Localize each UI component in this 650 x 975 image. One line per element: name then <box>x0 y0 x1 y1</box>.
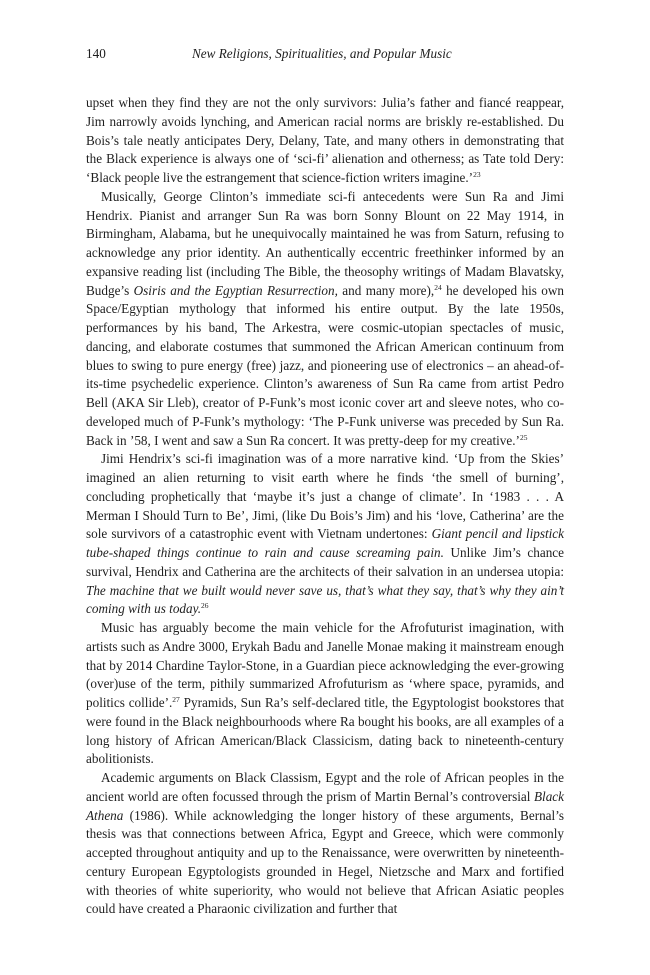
text-run: (1986). While acknowledging the longer history of these arguments, Bernal’s thesis was that connections between Africa, Egypt and Greece, which were commonly accepted throughout antiquity and up to the Renaissance, were overwritten by nineteenth-century European Egyptologists grounded in Hegel, Nietzsche and Marx and fortified with theories of white superiority, who would not believe that African Asiatic peoples could have created a Pharaonic civilization and further that <box>86 807 564 917</box>
paragraph <box>86 769 564 919</box>
paragraph <box>86 619 564 769</box>
text-run: Jimi Hendrix’s sci-fi imagination was of a more narrative kind. ‘Up from the Skies’ imagined an alien returning to visit earth where he finds ‘the smell of burning’, concluding prophetically that ‘maybe it’s just a change of climate’. In ‘1983 . . . A Merman I Should Turn to Be’, Jimi, (like Du Bois’s Jim) and his ‘love, Catherina’ are the sole survivors of a catastrophic event with Vietnam undertones: <box>86 451 564 542</box>
text-run: Unlike Jim’s chance survival, Hendrix and Catherina are the architects of their salvation in an undersea utopia: <box>86 545 564 579</box>
text-run: upset when they find they are not the only survivors: Julia’s father and fiancé reappear, Jim narrowly avoids lynching, and American racial norms are briskly re-established. Du Bois’s tale neatly anticipates Dery, Delany, Tate, and many others in demonstrating that the Black experience is always one of ‘sci-fi’ alienation and otherness; as Tate told Dery: ‘Black people live the estrangement that science-fiction writers imagine.’ <box>86 95 564 185</box>
text-run: Music has arguably become the main vehicle for the Afrofuturist imagination, with artists such as Andre 3000, Erykah Badu and Janelle Monae making it mainstream enough that by 2014 Chardine Taylor-Stone, in a Guardian piece acknowledging the ever-growing (over)use of the term, pithily summarized Afrofuturism as ‘where space, pyramids, and politics collide’. <box>86 620 564 710</box>
text-run: Academic arguments on Black Classism, Egypt and the role of African peoples in the ancient world are often focussed through the prism of Martin Bernal’s controversial <box>86 770 564 804</box>
italic-text: Giant pencil and lipstick tube-shaped things continue to rain and cause screaming pain. <box>86 526 564 560</box>
text-run: and many more), <box>337 282 435 298</box>
footnote-ref: 25 <box>519 432 528 442</box>
paragraph <box>86 188 564 451</box>
text-run: he developed his own Space/Egyptian mythology that informed his entire output. By the late 1950s, performances by his band, The Arkestra, were cosmic-utopian spectacles of music, dancing, and elaborate costumes that summoned the African American continuum from blues to swing to pure energy (free) jazz, and pioneering use of electronics – an ahead-of-its-time psychedelic experience. Clinton’s awareness of Sun Ra came from artist Pedro Bell (AKA Sir Lleb), creator of P-Funk’s most iconic cover art and sleeve notes, who co-developed much of P-Funk’s mythology: ‘The P-Funk universe was preceded by Sun Ra. Back in ’58, I went and saw a Sun Ra concert. It was pretty-deep for my creative.’ <box>86 282 564 448</box>
text-run: Musically, George Clinton’s immediate sci-fi antecedents were Sun Ra and Jimi Hendrix. Pianist and arranger Sun Ra was born Sonny Blount on 22 May 1914, in Birmingham, Alabama, but he unequivocally maintained he was from Saturn, refusing to acknowledge any prior identity. An authentically eccentric freethinker informed by an expansive reading list (including The Bible, the theosophy writings of Madam Blavatsky, Budge’s <box>86 188 564 298</box>
footnote-ref: 26 <box>201 601 209 611</box>
footnote-ref: 27 <box>172 695 180 704</box>
page-number: 140 <box>86 46 106 61</box>
body-text <box>86 94 564 919</box>
footnote-ref: 23 <box>473 170 481 179</box>
italic-text: Black Athena <box>86 788 564 823</box>
italic-text: Osiris and the Egyptian Resurrection, <box>133 282 338 298</box>
italic-text: The machine that we built would never save us, that’s what they say, that’s why they ain’t coming with us today. <box>86 582 564 617</box>
running-title: New Religions, Spiritualities, and Popular Music <box>192 46 452 61</box>
text-run: Pyramids, Sun Ra’s self-declared title, the Egyptologist bookstores that were found in the Black neighbourhoods where Ra bought his books, are all examples of a long history of African American/Black Classicism, dating back to nineteenth-century abolitionists. <box>86 695 564 767</box>
paragraph <box>86 94 564 188</box>
paragraph <box>86 450 564 619</box>
footnote-ref: 24 <box>434 282 442 292</box>
